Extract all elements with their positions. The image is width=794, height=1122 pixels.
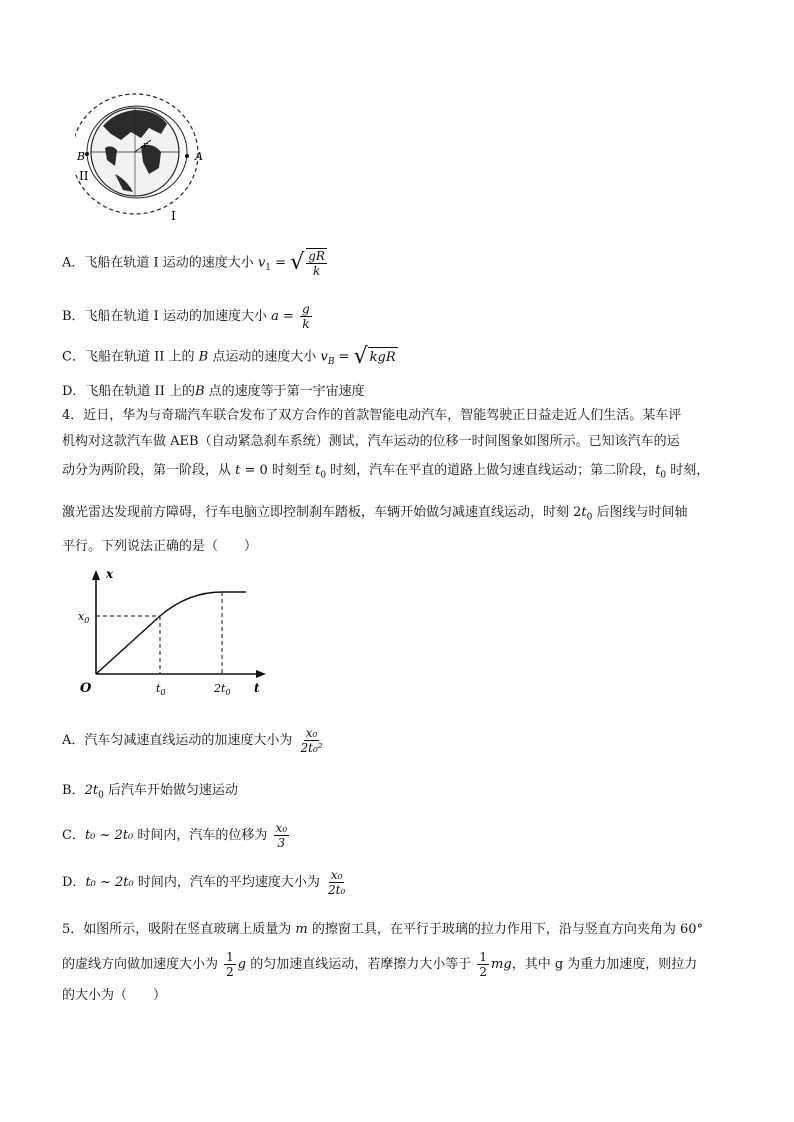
2t0-label: $2t_0$ xyxy=(214,682,231,696)
q3-option-a-den: k xyxy=(312,264,321,278)
q3-option-c xyxy=(62,346,398,372)
q4-option-a-den: 2t₀² xyxy=(300,741,323,755)
label-b: B xyxy=(77,150,86,163)
q4-stem-line-5: 平行。下列说法正确的是（ ） xyxy=(62,539,258,554)
q4-option-c-prefix: C． xyxy=(62,828,85,843)
q3-option-b-frac xyxy=(300,302,312,331)
graph-curve-segment xyxy=(160,592,246,616)
q4-stem-line-2: 机构对这款汽车做 AEB（自动紧急刹车系统）测试，汽车运动的位移一时间图象如图所示。已知该汽车的运 xyxy=(62,434,680,449)
q5-l2-c: ，其中 g 为重力加速度，则拉力 xyxy=(511,957,698,972)
x-axis-label: x xyxy=(106,567,114,581)
q4-option-c-num: x₀ xyxy=(275,821,288,835)
q5-l2-g: g xyxy=(237,957,247,972)
label-orbit-one: I xyxy=(171,209,176,223)
q4-l3-t0b: t xyxy=(655,463,661,478)
q3-option-b-text: B．飞船在轨道 I 运动的加速度大小 xyxy=(62,309,267,324)
q4-l4-b: 后图线与时间轴 xyxy=(592,505,688,520)
q3-option-b xyxy=(62,302,314,331)
graph-linear-segment xyxy=(96,616,160,674)
q5-l2-mg: mg xyxy=(491,957,512,972)
q5-l2-frac-1 xyxy=(224,950,236,979)
q3-option-a-sub: 1 xyxy=(265,263,272,274)
q4-option-d xyxy=(62,868,349,897)
q3-option-c-symbol: v xyxy=(320,349,328,365)
q5-l2-frac-2 xyxy=(477,950,489,979)
q3-option-c-text: C．飞船在轨道 II 上的 xyxy=(62,349,195,365)
q3-option-c-sub: B xyxy=(327,357,335,368)
q4-option-d-prefix: D． xyxy=(62,875,86,890)
q4-l3-eq: = 0 时刻至 xyxy=(240,463,316,478)
q3-option-b-den: k xyxy=(302,317,310,331)
q4-option-b-prefix: B． xyxy=(62,783,85,798)
q4-option-d-text: 时间内，汽车的平均速度大小为 xyxy=(133,875,320,890)
q3-option-d xyxy=(62,382,365,402)
t-axis-label: t xyxy=(254,681,260,695)
q4-option-c-den: 3 xyxy=(277,836,286,850)
q3-option-c-radicand: kgR xyxy=(368,347,398,368)
q4-option-c-text: 时间内，汽车的位移为 xyxy=(133,828,268,843)
q3-option-c-b: B xyxy=(198,349,209,365)
q3-option-b-num: g xyxy=(302,302,310,316)
q3-option-c-eq: = xyxy=(334,349,354,365)
q4-option-b-text: 后汽车开始做匀速运动 xyxy=(103,783,238,798)
q4-stem-line-1: 4．近日，华为与奇瑞汽车联合发布了双方合作的首款智能电动汽车，智能驾驶正日益走近人们生活。某车评 xyxy=(62,408,682,423)
q4-option-d-frac xyxy=(326,868,347,897)
q4-l3-c: 时刻， xyxy=(666,463,710,478)
q3-option-d-text: D．飞船在轨道 II 上的 xyxy=(62,384,195,399)
x0-label: $x_0$ xyxy=(78,610,90,625)
q4-option-a-frac xyxy=(299,726,325,755)
q4-option-d-den: 2t₀ xyxy=(328,883,346,897)
q4-l4-sub: 0 xyxy=(586,512,593,523)
q5-stem-line-3: 的大小为（ ） xyxy=(62,988,167,1003)
q3-option-a xyxy=(62,248,329,278)
q3-option-c-sqrt: √ kgR xyxy=(353,344,396,369)
label-orbit-two: II xyxy=(79,169,89,183)
origin-label: O xyxy=(80,681,92,696)
q5-l2-num-1: 1 xyxy=(226,950,234,964)
q3-option-a-eq: = xyxy=(271,255,291,271)
point-a-dot xyxy=(185,154,189,158)
q3-option-a-sqrt: √ $\frac{gR}{k}$ xyxy=(290,249,325,278)
q4-l3-t0: t xyxy=(315,463,321,478)
q5-stem-line-2 xyxy=(62,950,697,979)
q3-option-c-mid: 点运动的速度大小 xyxy=(208,349,317,365)
q4-option-b-var: 2t xyxy=(84,783,99,798)
q4-l3-t: t xyxy=(235,463,241,478)
q4-option-b-sub: 0 xyxy=(98,790,104,801)
q5-l2-num-2: 1 xyxy=(479,950,488,964)
q3-option-a-num: gR xyxy=(308,249,325,263)
q5-l2-den-1: 2 xyxy=(226,965,234,979)
q4-option-a-text: A．汽车匀减速直线运动的加速度大小为 xyxy=(62,733,293,748)
label-a: A xyxy=(195,150,203,163)
q4-option-a-num: x₀ xyxy=(305,726,318,740)
q4-l3-b: 时刻，汽车在平直的道路上做匀速直线运动；第二阶段， xyxy=(326,463,656,478)
x-axis-arrow xyxy=(92,570,100,580)
q4-option-c xyxy=(62,821,291,850)
q3-option-d-b: B xyxy=(194,384,205,399)
q4-option-c-frac xyxy=(274,821,290,850)
orbit-figure xyxy=(75,88,215,228)
q5-stem-line-1 xyxy=(62,920,703,940)
q4-l3-t0b-sub: 0 xyxy=(660,470,667,481)
q3-option-b-symbol: a xyxy=(271,309,279,324)
q4-l3-a: 动分为两阶段，第一阶段，从 xyxy=(62,463,236,478)
q4-l4-t: t xyxy=(581,505,587,520)
q4-option-a xyxy=(62,726,327,755)
q3-option-d-rest: 点的速度等于第一宇宙速度 xyxy=(204,384,365,399)
q4-l3-t0-sub: 0 xyxy=(320,470,327,481)
point-b-dot xyxy=(85,152,89,156)
q4-option-c-range: t₀ ~ 2t₀ xyxy=(84,828,134,843)
q5-l1-b: 的擦窗工具，在平行于玻璃的拉力作用下，沿与竖直方向夹角为 60° xyxy=(307,922,704,937)
q3-option-a-symbol: v xyxy=(257,255,266,271)
q3-option-b-eq: = xyxy=(278,309,299,324)
q5-l1-m: m xyxy=(295,922,308,937)
q5-l2-b: 的匀加速直线运动，若摩擦力大小等于 xyxy=(246,957,472,972)
q3-option-a-text: A．飞船在轨道 I 运动的速度大小 xyxy=(62,255,254,271)
t-axis-arrow xyxy=(256,670,266,678)
q4-l4-a: 激光雷达发现前方障碍，行车电脑立即控制刹车踏板，车辆开始做匀减速直线运动，时刻 2 xyxy=(62,505,582,520)
q5-l2-den-2: 2 xyxy=(479,965,488,979)
t0-label: $t_0$ xyxy=(156,682,166,696)
x-t-graph xyxy=(72,566,272,696)
q5-l2-a: 的虚线方向做加速度大小为 xyxy=(62,957,219,972)
label-r: r xyxy=(143,141,148,151)
q5-l1-a: 5．如图所示，吸附在竖直玻璃上质量为 xyxy=(62,922,296,937)
q4-option-d-num: x₀ xyxy=(330,868,343,882)
q4-option-d-range: t₀ ~ 2t₀ xyxy=(85,875,134,890)
q4-option-b xyxy=(62,781,238,806)
q4-stem-line-4 xyxy=(62,503,688,528)
q4-stem-line-3 xyxy=(62,461,709,486)
